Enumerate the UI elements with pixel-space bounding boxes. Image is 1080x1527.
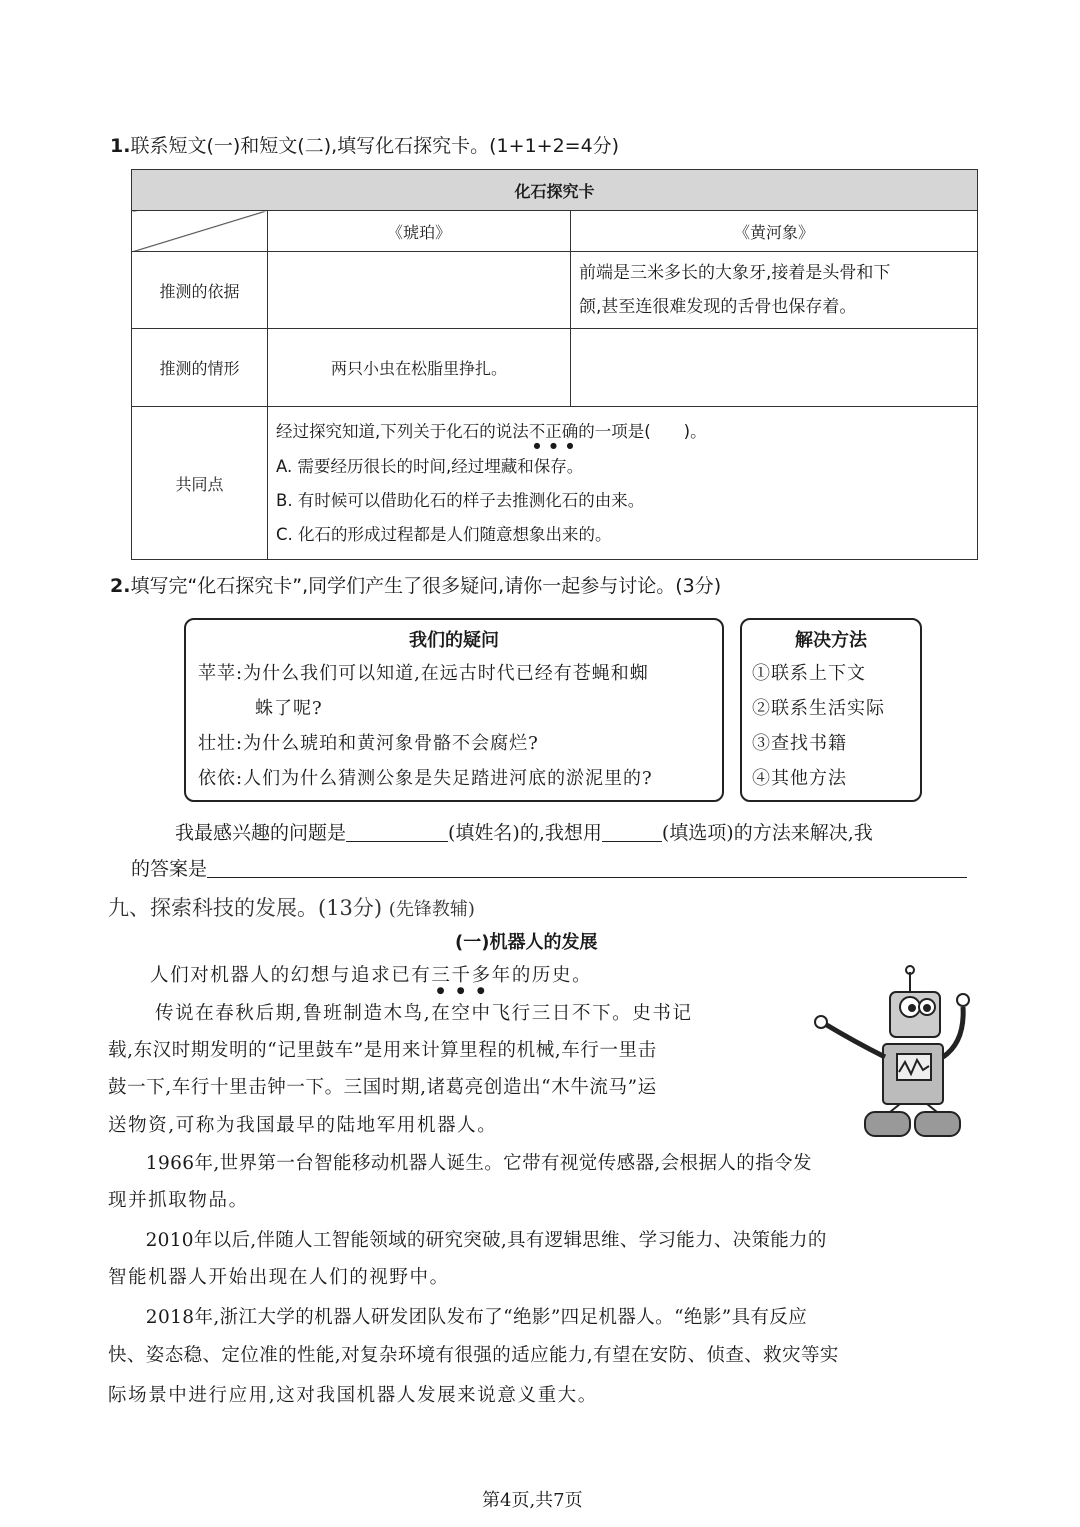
passage-line: 2010年以后,伴随人工智能领域的研究突破,具有逻辑思维、学习能力、决策能力的	[108, 1230, 827, 1251]
passage-line: 1966年,世界第一台智能移动机器人诞生。它带有视觉传感器,会根据人的指令发	[108, 1153, 812, 1174]
passage-line: 际场景中进行应用,这对我国机器人发展来说意义重大。	[108, 1385, 598, 1406]
question-line: 蛛了呢?	[198, 698, 323, 719]
answer-cell-amber-basis[interactable]	[268, 252, 571, 329]
answer-cell-elephant-scenario[interactable]	[571, 329, 978, 407]
row-label-basis: 推测的依据	[132, 252, 268, 329]
row-label-scenario: 推测的情形	[132, 329, 268, 407]
methods-box	[740, 618, 922, 802]
question-2: 2.填写完“化石探究卡”,同学们产生了很多疑问,请你一起参与讨论。(3分)	[110, 575, 722, 597]
questions-box	[184, 618, 724, 802]
fill-sentence: 我最感兴趣的问题是 (填姓名)的,我想用 (填选项)的方法来解决,我	[175, 822, 873, 844]
option-a: A. 需要经历很长的时间,经过埋藏和保存。	[276, 456, 584, 476]
question-line: 依依:人们为什么猜测公象是失足踏进河底的淤泥里的?	[198, 768, 653, 789]
questions-title: 我们的疑问	[409, 630, 499, 651]
option-c: C. 化石的形成过程都是人们随意想象出来的。	[276, 524, 612, 544]
answer-blank[interactable]	[207, 857, 967, 878]
question-line: 壮壮:为什么琥珀和黄河象骨骼不会腐烂?	[198, 733, 539, 754]
col-header-amber: 《琥珀》	[268, 211, 571, 252]
passage-line: 传说在春秋后期,鲁班制造木鸟,在空中飞行三日不下。史书记	[155, 1003, 693, 1024]
method-item: ③查找书籍	[752, 733, 847, 754]
passage-line: 载,东汉时期发明的“记里鼓车”是用来计算里程的机械,车行一里击	[108, 1040, 657, 1061]
section-9-title: 九、探索科技的发展。(13分) (先锋教辅)	[108, 896, 475, 920]
diagonal-cell	[132, 211, 268, 252]
option-b: B. 有时候可以借助化石的样子去推测化石的由来。	[276, 490, 645, 510]
amber-scenario: 两只小虫在松脂里挣扎。	[268, 329, 571, 407]
method-item: ②联系生活实际	[752, 698, 885, 719]
text-line: 颌,甚至连很难发现的舌骨也保存着。	[579, 297, 857, 317]
method-item: ①联系上下文	[752, 663, 866, 684]
passage-subtitle: (一)机器人的发展	[455, 932, 598, 953]
common-prompt[interactable]: 经过探究知道,下列关于化石的说法不正确的一项是( )。	[276, 421, 707, 441]
question-1: 1.联系短文(一)和短文(二),填写化石探究卡。(1+1+2=4分)	[110, 135, 620, 157]
method-item: ④其他方法	[752, 768, 847, 789]
name-blank[interactable]	[346, 821, 448, 842]
robot-illustration	[805, 962, 980, 1142]
fill-answer: 的答案是	[131, 854, 967, 881]
passage-line: 人们对机器人的幻想与追求已有三千多年的历史。	[150, 965, 593, 986]
passage-line: 智能机器人开始出现在人们的视野中。	[108, 1267, 450, 1288]
text-line: 前端是三米多长的大象牙,接着是头骨和下	[579, 263, 891, 283]
fossil-card-table	[131, 169, 978, 560]
passage-line: 现并抓取物品。	[108, 1190, 249, 1211]
passage-line: 送物资,可称为我国最早的陆地军用机器人。	[108, 1115, 498, 1136]
option-blank[interactable]	[602, 821, 662, 842]
methods-title: 解决方法	[795, 630, 867, 651]
passage-line: 2018年,浙江大学的机器人研发团队发布了“绝影”四足机器人。“绝影”具有反应	[108, 1307, 808, 1328]
card-title: 化石探究卡	[132, 170, 978, 211]
passage-line: 鼓一下,车行十里击钟一下。三国时期,诸葛亮创造出“木牛流马”运	[108, 1077, 657, 1098]
passage-line: 快、姿态稳、定位准的性能,对复杂环境有很强的适应能力,有望在安防、侦查、救灾等实	[108, 1345, 839, 1366]
col-header-yellow-river-elephant: 《黄河象》	[571, 211, 978, 252]
question-line: 苹苹:为什么我们可以知道,在远古时代已经有苍蝇和蜘	[198, 663, 649, 684]
page-footer: 第4页,共7页	[482, 1490, 583, 1511]
row-label-common: 共同点	[132, 407, 268, 560]
